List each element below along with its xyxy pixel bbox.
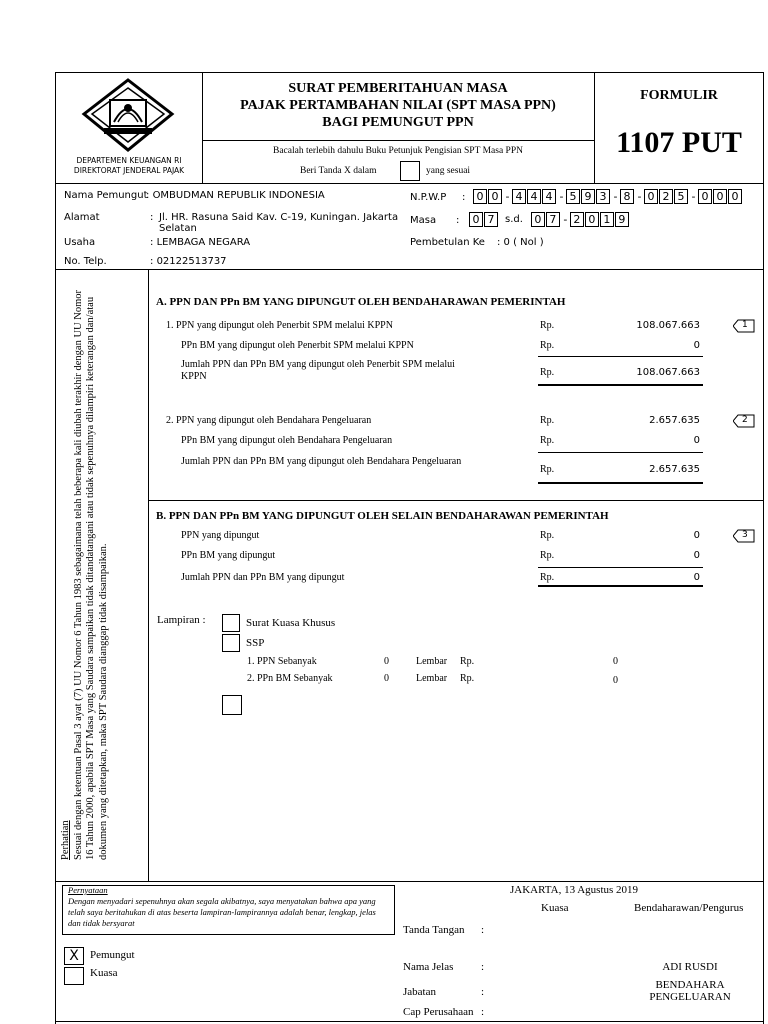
row-label: Jumlah PPN dan PPn BM yang dipungut oleh Penerbit SPM melalui KPPN [181, 359, 455, 382]
pernyataan-box-top [62, 885, 395, 886]
ssp-checkbox[interactable] [222, 634, 240, 652]
masa-year-digit: 2 [570, 212, 584, 227]
row-value: 0 [693, 340, 700, 351]
perhatian-heading: Perhatian [60, 820, 71, 860]
row-rp: Rp. [540, 367, 555, 378]
npwp-digit: 5 [566, 189, 580, 204]
ppn-sebanyak-label: 1. PPN Sebanyak [247, 656, 317, 667]
nama-jelas-value: ADI RUSDI [662, 961, 718, 973]
row-rp: Rp. [540, 572, 555, 583]
masa-year-digit: 1 [600, 212, 614, 227]
pembetulan-value: : 0 ( Nol ) [497, 237, 544, 248]
masa-label: Masa [410, 215, 437, 226]
pernyataan-heading: Pernyataan [68, 885, 108, 895]
telp-value: 02122513737 [156, 256, 227, 267]
extra-checkbox[interactable] [222, 695, 242, 715]
masa-from-digit: 7 [484, 212, 498, 227]
ppnbm-lembar: Lembar [416, 673, 448, 684]
surat-kuasa-checkbox[interactable] [222, 614, 240, 632]
npwp-digit: 4 [542, 189, 556, 204]
usaha-label: Usaha [64, 237, 96, 248]
place-date: JAKARTA, 13 Agustus 2019 [510, 884, 639, 896]
npwp-separator: - [637, 190, 642, 203]
row-tag-number: 3 [742, 530, 748, 540]
npwp-digit: 0 [644, 189, 658, 204]
perhatian-note [60, 280, 110, 860]
jabatan-value [630, 979, 750, 1003]
row-rp: Rp. [540, 464, 555, 475]
form-code: 1107 PUT [616, 126, 742, 159]
npwp-boxes [473, 189, 743, 204]
identity-bottom [55, 269, 764, 270]
ministry-logo [80, 78, 176, 154]
row-label: 2. PPN yang dipungut oleh Bendahara Pengeluaran [166, 415, 372, 426]
masa-year-digit: 0 [585, 212, 599, 227]
usaha-value: LEMBAGA NEGARA [156, 237, 251, 248]
sidebar-divider [148, 269, 149, 881]
npwp-digit: 3 [596, 189, 610, 204]
npwp-digit: 9 [581, 189, 595, 204]
tanda-tangan-label: Tanda Tangan [403, 924, 465, 936]
name-value: OMBUDMAN REPUBLIK INDONESIA [152, 190, 325, 201]
npwp-digit: 0 [488, 189, 502, 204]
form-title [203, 80, 593, 131]
masa-year-digit: 9 [615, 212, 629, 227]
npwp-digit: 0 [713, 189, 727, 204]
nama-jelas-colon: : [481, 961, 485, 973]
total-underline [538, 585, 703, 587]
masa-sd-label: s.d. [505, 214, 523, 225]
row-tag [733, 414, 763, 426]
row-label: Jumlah PPN dan PPn BM yang dipungut oleh Bendahara Pengeluaran [181, 456, 462, 467]
npwp-digit: 8 [620, 189, 634, 204]
jabatan-value-1: BENDAHARA [655, 979, 725, 991]
ssp-label: SSP [246, 637, 265, 649]
masa-from-digit: 0 [469, 212, 483, 227]
row-value: 0 [693, 572, 700, 583]
dept-line-1: DEPARTEMEN KEUANGAN RI [76, 156, 182, 165]
subtotal-line [538, 452, 703, 453]
npwp-label: N.P.W.P [410, 192, 447, 203]
header-divider-h [202, 140, 594, 141]
header-bottom [55, 183, 764, 184]
nama-jelas-label: Nama Jelas [403, 961, 454, 973]
row-value: 108.067.663 [636, 367, 700, 378]
title-line-3: BAGI PEMUNGUT PPN [322, 115, 474, 130]
row-value: 0 [693, 530, 700, 541]
npwp-digit: 0 [698, 189, 712, 204]
kuasa-option-label: Kuasa [90, 967, 118, 979]
row-rp: Rp. [540, 320, 555, 331]
ministry-emblem-icon [80, 78, 176, 154]
ppnbm-sebanyak-count: 0 [384, 673, 389, 684]
row-value: 108.067.663 [636, 320, 700, 331]
sample-checkbox [400, 161, 420, 181]
npwp-digit: 2 [659, 189, 673, 204]
mark-instruction-left: Beri Tanda X dalam [300, 166, 377, 176]
instruction-text: Bacalah terlebih dahulu Buku Petunjuk Pengisian SPT Masa PPN [273, 146, 523, 156]
total-underline [538, 482, 703, 484]
title-line-2: PAJAK PERTAMBAHAN NILAI (SPT MASA PPN) [240, 98, 556, 113]
masa-boxes [469, 212, 630, 227]
ppn-sebanyak-count: 0 [384, 656, 389, 667]
ppn-lembar: Lembar [416, 656, 448, 667]
signer-kuasa: Kuasa [541, 902, 569, 914]
npwp-digit: 5 [674, 189, 688, 204]
npwp-digit: 0 [473, 189, 487, 204]
row-rp: Rp. [540, 340, 555, 351]
row-tag [733, 529, 763, 541]
section-a-title: A. PPN DAN PPn BM YANG DIPUNGUT OLEH BENDAHARAWAN PEMERINTAH [156, 296, 566, 308]
dept-line-2: DIREKTORAT JENDERAL PAJAK [73, 166, 185, 175]
row-label: Jumlah PPN dan PPn BM yang dipungut [181, 572, 345, 583]
jabatan-value-2: PENGELUARAN [649, 991, 731, 1003]
kuasa-checkbox[interactable] [64, 967, 84, 985]
masa-to-digit: 7 [546, 212, 560, 227]
address-value: Jl. HR. Rasuna Said Kav. C-19, Kuningan. Jakarta Selatan [159, 212, 399, 234]
footer-top [55, 881, 764, 882]
mark-instruction-right: yang sesuai [426, 166, 471, 176]
title-line-1: SURAT PEMBERITAHUAN MASA [288, 81, 508, 96]
npwp-digit: 4 [512, 189, 526, 204]
total-underline [538, 384, 703, 386]
row-value: 2.657.635 [649, 464, 700, 475]
npwp-digit: 0 [728, 189, 742, 204]
name-label: Nama Pemungut [64, 190, 148, 201]
pernyataan-box-bottom [62, 934, 395, 935]
telp-label: No. Telp. [64, 256, 107, 267]
npwp-separator: - [613, 190, 618, 203]
row-rp: Rp. [540, 415, 555, 426]
subtotal-line [538, 567, 703, 568]
signer-bendaharawan: Bendaharawan/Pengurus [634, 902, 744, 914]
pernyataan-box-right [394, 885, 395, 935]
row-rp: Rp. [540, 530, 555, 541]
row-label: PPN yang dipungut [181, 530, 260, 541]
cap-label: Cap Perusahaan [403, 1006, 474, 1018]
department-name [58, 156, 200, 176]
cap-colon: : [481, 1006, 485, 1018]
surat-kuasa-label: Surat Kuasa Khusus [246, 617, 336, 629]
row-rp: Rp. [540, 550, 555, 561]
pemungut-label: Pemungut [90, 949, 135, 961]
pernyataan-box-left [62, 885, 63, 935]
section-b-divider [148, 500, 763, 501]
masa-to-digit: 0 [531, 212, 545, 227]
row-value: 0 [693, 435, 700, 446]
npwp-separator: - [505, 190, 510, 203]
npwp-separator: - [691, 190, 696, 203]
tanda-tangan-colon: : [481, 924, 485, 936]
perhatian-text: Sesuai dengan ketentuan Pasal 3 ayat (7) UU Nomor 6 Tahun 1983 sebagaimana telah beberapa kali diubah terakhir dengan UU Nomor 16 Tahun 2000, apabila SPT Masa yang Saudara sampaikan tidak ditandatangani atau tidak sepenuhnya dilampiri keterangan dan/atau dokumen yang ditetapkan, maka SPT Saudara dianggap tidak disampaikan. [72, 290, 109, 860]
ppn-rp: Rp. [460, 656, 475, 667]
address-label: Alamat [64, 212, 100, 223]
pernyataan-text: Dengan menyadari sepenuhnya akan segala akibatnya, saya menyatakan bahwa apa yang telah saya beritahukan di atas beserta lampiran-lampirannya adalah benar, lengkap, jelas dan tidak bersyarat [68, 896, 376, 928]
row-value: 2.657.635 [649, 415, 700, 426]
ppnbm-amount: 0 [613, 675, 618, 686]
ppnbm-sebanyak-label: 2. PPn BM Sebanyak [247, 673, 333, 684]
row-label: 1. PPN yang dipungut oleh Penerbit SPM melalui KPPN [166, 320, 393, 331]
frame-top [55, 72, 764, 73]
row-tag [733, 319, 763, 331]
row-label: PPn BM yang dipungut oleh Penerbit SPM melalui KPPN [181, 340, 414, 351]
masa-separator: - [563, 213, 568, 226]
section-b-title: B. PPN DAN PPn BM YANG DIPUNGUT OLEH SELAIN BENDAHARAWAN PEMERINTAH [156, 510, 609, 522]
npwp-digit: 4 [527, 189, 541, 204]
row-label: PPn BM yang dipungut oleh Bendahara Pengeluaran [181, 435, 393, 446]
lampiran-label: Lampiran : [157, 614, 206, 626]
row-value: 0 [693, 550, 700, 561]
frame-bottom [55, 1021, 764, 1022]
ppnbm-rp: Rp. [460, 673, 475, 684]
row-tag-number: 2 [742, 415, 748, 425]
pembetulan-label: Pembetulan Ke [410, 237, 485, 248]
jabatan-label: Jabatan [403, 986, 436, 998]
row-label: PPn BM yang dipungut [181, 550, 276, 561]
subtotal-line [538, 356, 703, 357]
form-label: FORMULIR [640, 88, 718, 103]
jabatan-colon: : [481, 986, 485, 998]
row-rp: Rp. [540, 435, 555, 446]
ppn-amount: 0 [613, 656, 618, 667]
pemungut-checkbox[interactable]: X [64, 947, 84, 965]
row-tag-number: 1 [742, 320, 748, 330]
npwp-separator: - [559, 190, 564, 203]
